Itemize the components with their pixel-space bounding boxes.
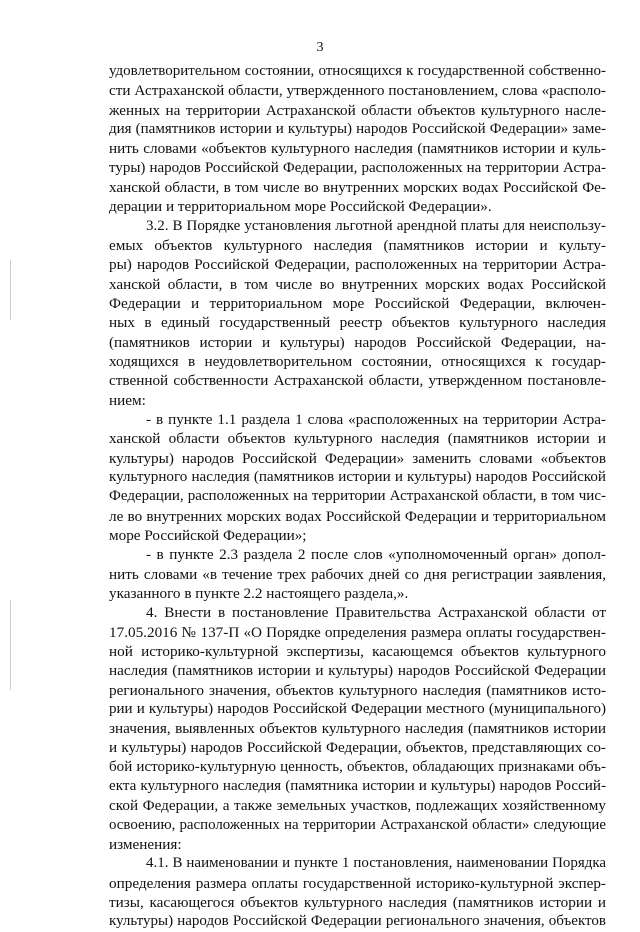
text-line: туры) народов Российской Федерации, расположенных на территории Астра-	[109, 159, 606, 176]
text-line: бой историко-культурную ценность, объектов, обладающих признаками объ-	[109, 758, 606, 775]
text-line: ханской области объектов культурного наследия (памятников истории и	[109, 430, 606, 448]
scan-margin-mark	[10, 260, 11, 320]
text-line: Федерации, расположенных на территории Астраханской области, в том чис-	[109, 488, 606, 505]
text-line: удовлетворительном состоянии, относящихся к государственной собственно-	[109, 63, 606, 79]
text-line: - в пункте 1.1 раздела 1 слова «расположенных на территории Астра-	[146, 410, 606, 428]
text-line: (памятников истории и культуры) народов Российской Федерации, на-	[109, 333, 606, 351]
text-line: 17.05.2016 № 137-П «О Порядке определения размера оплаты государствен-	[109, 623, 606, 641]
text-line: тизы, касающегося объектов культурного наследия (памятников истории и	[109, 894, 606, 912]
text-line: дия (памятников истории и культуры) народов Российской Федерации» заме-	[109, 120, 606, 137]
text-line: наследия (памятников истории и культуры) народов Российской Федерации	[109, 662, 606, 680]
text-line: освоению, расположенных на территории Астраханской области» следующие	[109, 816, 606, 833]
text-line: ной историко-культурной экспертизы, касающемся объектов культурного	[109, 642, 606, 660]
text-line: ханской области, в том числе во внутренних морских водах Российской Фе-	[109, 178, 606, 196]
document-body	[109, 62, 606, 932]
text-line: ры) народов Российской Федерации, расположенных на территории Астра-	[109, 256, 606, 274]
text-line: определения размера оплаты государственной историко-культурной экспер-	[109, 874, 606, 892]
text-line: ственной собственности Астраханской области, утвержденном постановле-	[109, 372, 606, 390]
page-number: 3	[316, 40, 324, 55]
text-line: емых объектов культурного наследия (памятников истории и культу-	[109, 236, 606, 254]
text-line: культуры) народов Российской Федерации регионального значения, объектов	[109, 913, 606, 930]
text-line: 4.1. В наименовании и пункте 1 постановления, наименовании Порядка	[146, 855, 606, 872]
text-line: ных в единый государственный реестр объектов культурного наследия	[109, 314, 606, 332]
text-line: регионального значения, объектов культурного наследия (памятников исто-	[109, 681, 606, 699]
text-line: ходящихся в неудовлетворительном состоянии, относящихся к государ-	[109, 352, 606, 370]
text-line: культурного наследия (памятников истории и культуры) народов Российской	[109, 468, 606, 485]
text-line: рии и культуры) народов Российской Федерации местного (муниципального)	[109, 700, 606, 717]
text-line: екта культурного наследия (памятника истории и культуры) народов Россий-	[109, 778, 606, 795]
text-line: указанного в пункте 2.2 настоящего раздела,».	[109, 584, 409, 602]
text-line: - в пункте 2.3 раздела 2 после слов «уполномоченный орган» допол-	[146, 546, 606, 564]
text-line: 4. Внести в постановление Правительства Астраханской области от	[146, 604, 606, 622]
text-line: нить словами «в течение трех рабочих дней со дня регистрации заявления,	[109, 565, 606, 583]
text-line: ской Федерации, а также земельных участков, подлежащих хозяйственному	[109, 797, 606, 815]
text-line: Федерации и территориальном море Российской Федерации, включен-	[109, 294, 606, 312]
text-line: изменения:	[109, 836, 182, 854]
text-line: и культуры) народов Российской Федерации, объектов, представляющих со-	[109, 739, 606, 757]
text-line: культуры) народов Российской Федерации» заменить словами «объектов	[109, 449, 606, 467]
text-line: женных на территории Астраханской области объектов культурного насле-	[109, 101, 606, 119]
text-line: нить словами «объектов культурного наследия (памятников истории и куль-	[109, 140, 606, 158]
text-line: море Российской Федерации»;	[109, 526, 307, 544]
scan-margin-mark	[10, 600, 11, 690]
text-line: ханской области, в том числе во внутренних морских водах Российской	[109, 275, 606, 293]
text-line: нием:	[109, 391, 146, 409]
text-line: дерации и территориальном море Российской Федерации».	[109, 198, 492, 216]
text-line: 3.2. В Порядке установления льготной арендной платы для неиспользу-	[146, 217, 606, 234]
text-line: значения, выявленных объектов культурного наследия (памятников истории	[109, 720, 606, 738]
text-line: ле во внутренних морских водах Российской Федерации и территориальном	[109, 507, 606, 525]
text-line: сти Астраханской области, утвержденного постановлением, слова «располо-	[109, 82, 606, 100]
